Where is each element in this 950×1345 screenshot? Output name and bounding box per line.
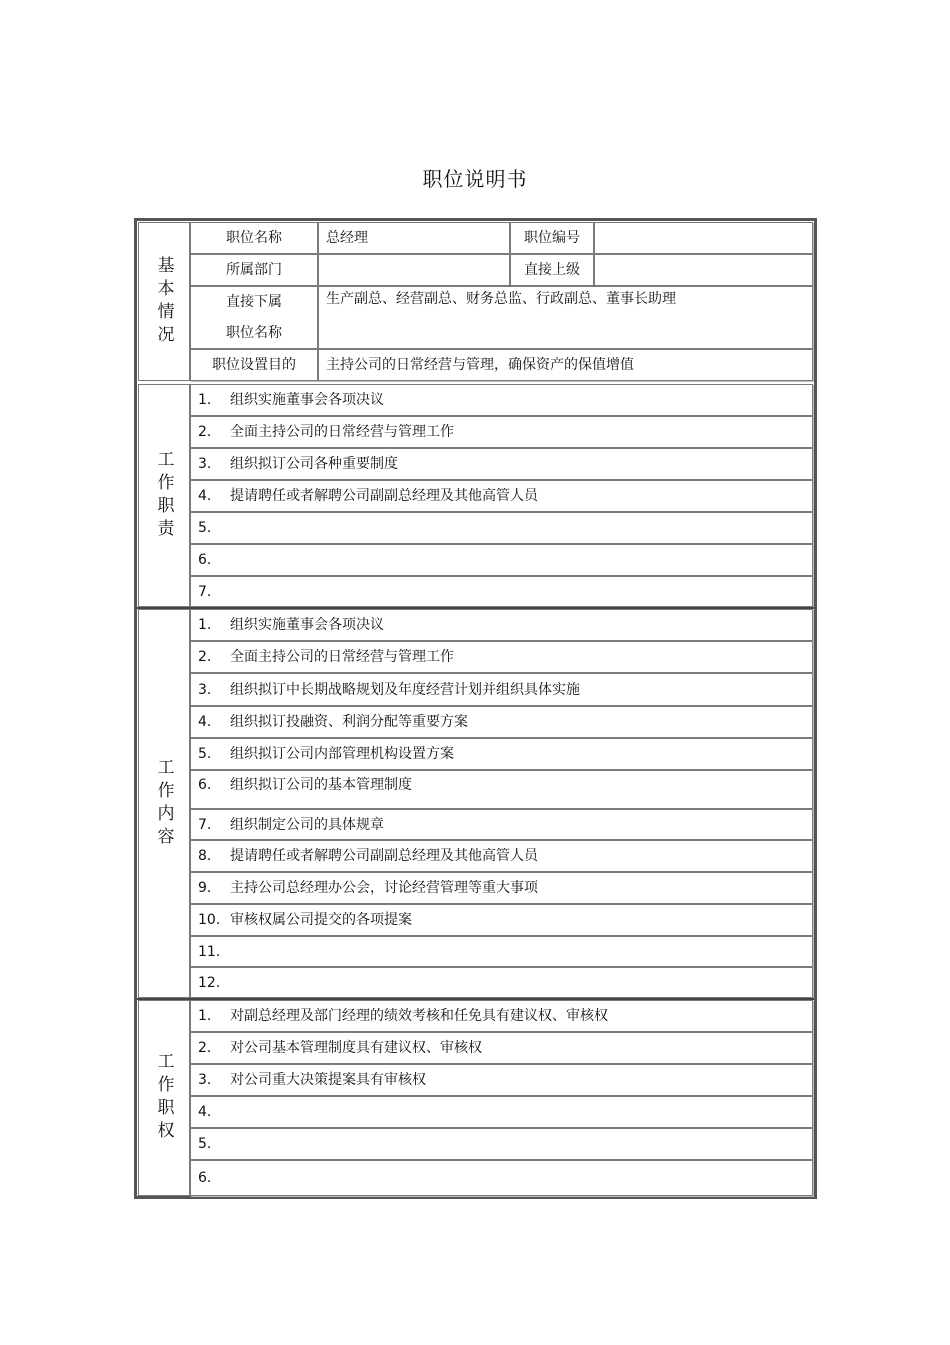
content-item-8[interactable]: 8. 提请聘任或者解聘公司副副总经理及其他高管人员 [190,840,813,872]
content-item-10[interactable]: 10. 审核权属公司提交的各项提案 [190,904,813,936]
content-item-6[interactable]: 6. 组织拟订公司的基本管理制度 [190,770,813,809]
section-label-basic: 基本情况 [138,222,190,381]
authority-item-3[interactable]: 3. 对公司重大决策提案具有审核权 [190,1064,813,1096]
authority-item-4[interactable]: 4. [190,1096,813,1128]
duty-item-1[interactable]: 1. 组织实施董事会各项决议 [190,384,813,416]
content-item-9[interactable]: 9. 主持公司总经理办公会，讨论经营管理等重大事项 [190,872,813,904]
content-item-3[interactable]: 3. 组织拟订中长期战略规划及年度经营计划并组织具体实施 [190,673,813,706]
content-item-7[interactable]: 7. 组织制定公司的具体规章 [190,809,813,840]
content-item-2[interactable]: 2. 全面主持公司的日常经营与管理工作 [190,641,813,673]
supervisor-value[interactable] [594,254,813,286]
content-item-4[interactable]: 4. 组织拟订投融资、利润分配等重要方案 [190,706,813,738]
department-value[interactable] [318,254,510,286]
subordinates-label: 直接下属 职位名称 [190,286,318,349]
section-label-authority: 工作职权 [138,1000,190,1196]
authority-item-1[interactable]: 1. 对副总经理及部门经理的绩效考核和任免具有建议权、审核权 [190,1000,813,1032]
content-item-11[interactable]: 11. [190,936,813,967]
section-label-duties: 工作职责 [138,384,190,607]
authority-item-2[interactable]: 2. 对公司基本管理制度具有建议权、审核权 [190,1032,813,1064]
position-code-value[interactable] [594,222,813,254]
position-name-value[interactable]: 总经理 [318,222,510,254]
duty-item-2[interactable]: 2. 全面主持公司的日常经营与管理工作 [190,416,813,448]
duty-item-5[interactable]: 5. [190,512,813,544]
duty-item-7[interactable]: 7. [190,576,813,607]
content-item-12[interactable]: 12. [190,967,813,998]
job-description-table [134,218,817,1199]
position-code-label: 职位编号 [510,222,594,254]
content-item-1[interactable]: 1. 组织实施董事会各项决议 [190,609,813,641]
duty-item-6[interactable]: 6. [190,544,813,576]
purpose-label: 职位设置目的 [190,349,318,381]
duty-item-3[interactable]: 3. 组织拟订公司各种重要制度 [190,448,813,480]
subordinates-value[interactable]: 生产副总、经营副总、财务总监、行政副总、董事长助理 [318,286,813,349]
position-name-label: 职位名称 [190,222,318,254]
section-label-content: 工作内容 [138,609,190,998]
content-item-5[interactable]: 5. 组织拟订公司内部管理机构设置方案 [190,738,813,770]
supervisor-label: 直接上级 [510,254,594,286]
page-title: 职位说明书 [422,167,528,191]
authority-item-5[interactable]: 5. [190,1128,813,1160]
authority-item-6[interactable]: 6. [190,1160,813,1196]
purpose-value[interactable]: 主持公司的日常经营与管理，确保资产的保值增值 [318,349,813,381]
duty-item-4[interactable]: 4. 提请聘任或者解聘公司副副总经理及其他高管人员 [190,480,813,512]
department-label: 所属部门 [190,254,318,286]
